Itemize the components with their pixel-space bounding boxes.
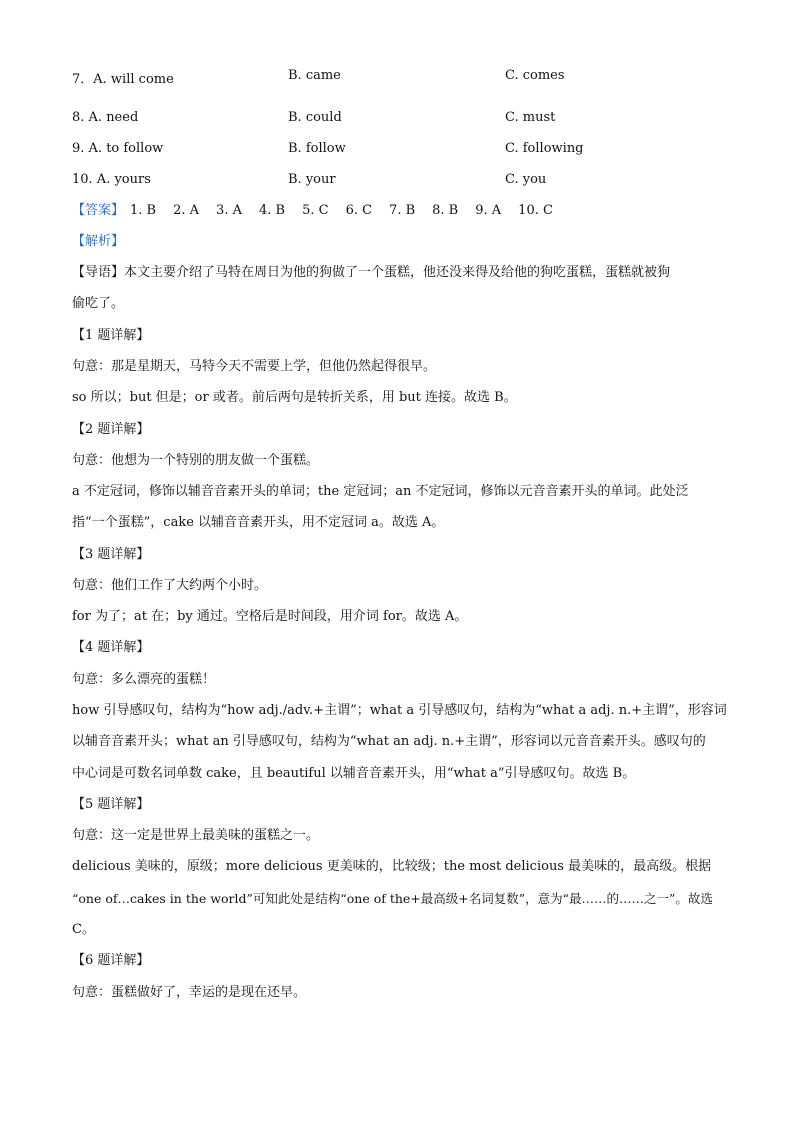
answer-item: 5. C bbox=[302, 203, 329, 218]
q5-heading: 【5 题详解】 bbox=[72, 797, 150, 812]
q5-explanation: delicious 美味的，原级；more delicious 更美味的，比较级；the most delicious 最美味的，最高级。根据 bbox=[72, 859, 712, 874]
q5-meaning: 句意：这一定是世界上最美味的蛋糕之一。 bbox=[72, 828, 320, 843]
q2-heading: 【2 题详解】 bbox=[72, 422, 150, 437]
option-7-b: B. came bbox=[288, 68, 341, 83]
question-9-options bbox=[72, 141, 732, 159]
q6-heading: 【6 题详解】 bbox=[72, 953, 150, 968]
answer-key bbox=[72, 202, 570, 220]
q1-heading: 【1 题详解】 bbox=[72, 328, 150, 343]
option-10-c: C. you bbox=[505, 172, 547, 187]
option-10-b: B. your bbox=[288, 172, 336, 187]
option-8-a: 8. A. need bbox=[72, 110, 139, 125]
answer-item: 6. C bbox=[345, 203, 373, 218]
analysis-heading: 【解析】 bbox=[72, 234, 125, 249]
option-9-c: C. following bbox=[505, 141, 584, 156]
answer-item: 10. C bbox=[518, 203, 553, 218]
answer-item: 7. B bbox=[389, 203, 416, 218]
q4-explanation-cont: 以辅音音素开头；what an 引导感叹句，结构为“what an adj. n.+主谓”，形容词以元音音素开头。感叹句的 bbox=[72, 734, 706, 749]
answer-item: 2. A bbox=[173, 203, 200, 218]
q2-meaning: 句意：他想为一个特别的朋友做一个蛋糕。 bbox=[72, 453, 320, 468]
q5-explanation-cont2: C。 bbox=[72, 922, 95, 937]
q1-explanation: so 所以；but 但是；or 或者。前后两句是转折关系，用 but 连接。故选 B。 bbox=[72, 390, 517, 405]
option-9-b: B. follow bbox=[288, 141, 346, 156]
q4-meaning: 句意：多么漂亮的蛋糕！ bbox=[72, 672, 216, 687]
answer-item: 4. B bbox=[258, 203, 286, 218]
answer-item: 3. A bbox=[216, 203, 242, 218]
q3-meaning: 句意：他们工作了大约两个小时。 bbox=[72, 578, 268, 593]
q4-explanation: how 引导感叹句，结构为“how adj./adv.+主谓”；what a 引导感叹句，结构为“what a adj. n.+主谓”，形容词 bbox=[72, 703, 727, 718]
q5-explanation-cont: “one of…cakes in the world”可知此处是结构“one of the+最高级+名词复数”，意为“最……的……之一”。故选 bbox=[72, 891, 713, 906]
q3-heading: 【3 题详解】 bbox=[72, 547, 150, 562]
answer-label: 【答案】 bbox=[72, 203, 125, 218]
q2-explanation-cont: 指“一个蛋糕”，cake 以辅音音素开头，用不定冠词 a。故选 A。 bbox=[72, 515, 445, 530]
q2-explanation: a 不定冠词，修饰以辅音音素开头的单词；the 定冠词；an 不定冠词，修饰以元音音素开头的单词。此处泛 bbox=[72, 484, 689, 499]
lead-text: 【导语】本文主要介绍了马特在周日为他的狗做了一个蛋糕，他还没来得及给他的狗吃蛋糕，蛋糕就被狗 bbox=[72, 265, 671, 280]
option-8-c: C. must bbox=[505, 110, 556, 125]
lead-text-cont: 偷吃了。 bbox=[72, 296, 125, 311]
q6-meaning: 句意：蛋糕做好了，幸运的是现在还早。 bbox=[72, 985, 307, 1000]
q1-meaning: 句意：那是星期天，马特今天不需要上学，但他仍然起得很早。 bbox=[72, 359, 437, 374]
option-7-a: 7．A. will come bbox=[72, 72, 174, 87]
answer-item: 9. A bbox=[475, 203, 502, 218]
answer-item: 8. B bbox=[432, 203, 459, 218]
option-7-c: C. comes bbox=[505, 68, 565, 83]
option-10-a: 10. A. yours bbox=[72, 172, 151, 187]
question-7-options bbox=[72, 68, 732, 86]
option-9-a: 9. A. to follow bbox=[72, 141, 164, 156]
answer-item: 1. B bbox=[130, 203, 157, 218]
q4-explanation-cont2: 中心词是可数名词单数 cake，且 beautiful 以辅音音素开头，用“what a”引导感叹句。故选 B。 bbox=[72, 766, 636, 781]
q4-heading: 【4 题详解】 bbox=[72, 640, 150, 655]
option-8-b: B. could bbox=[288, 110, 342, 125]
question-8-options bbox=[72, 110, 732, 128]
q3-explanation: for 为了；at 在；by 通过。空格后是时间段，用介词 for。故选 A。 bbox=[72, 609, 468, 624]
question-10-options bbox=[72, 172, 732, 190]
